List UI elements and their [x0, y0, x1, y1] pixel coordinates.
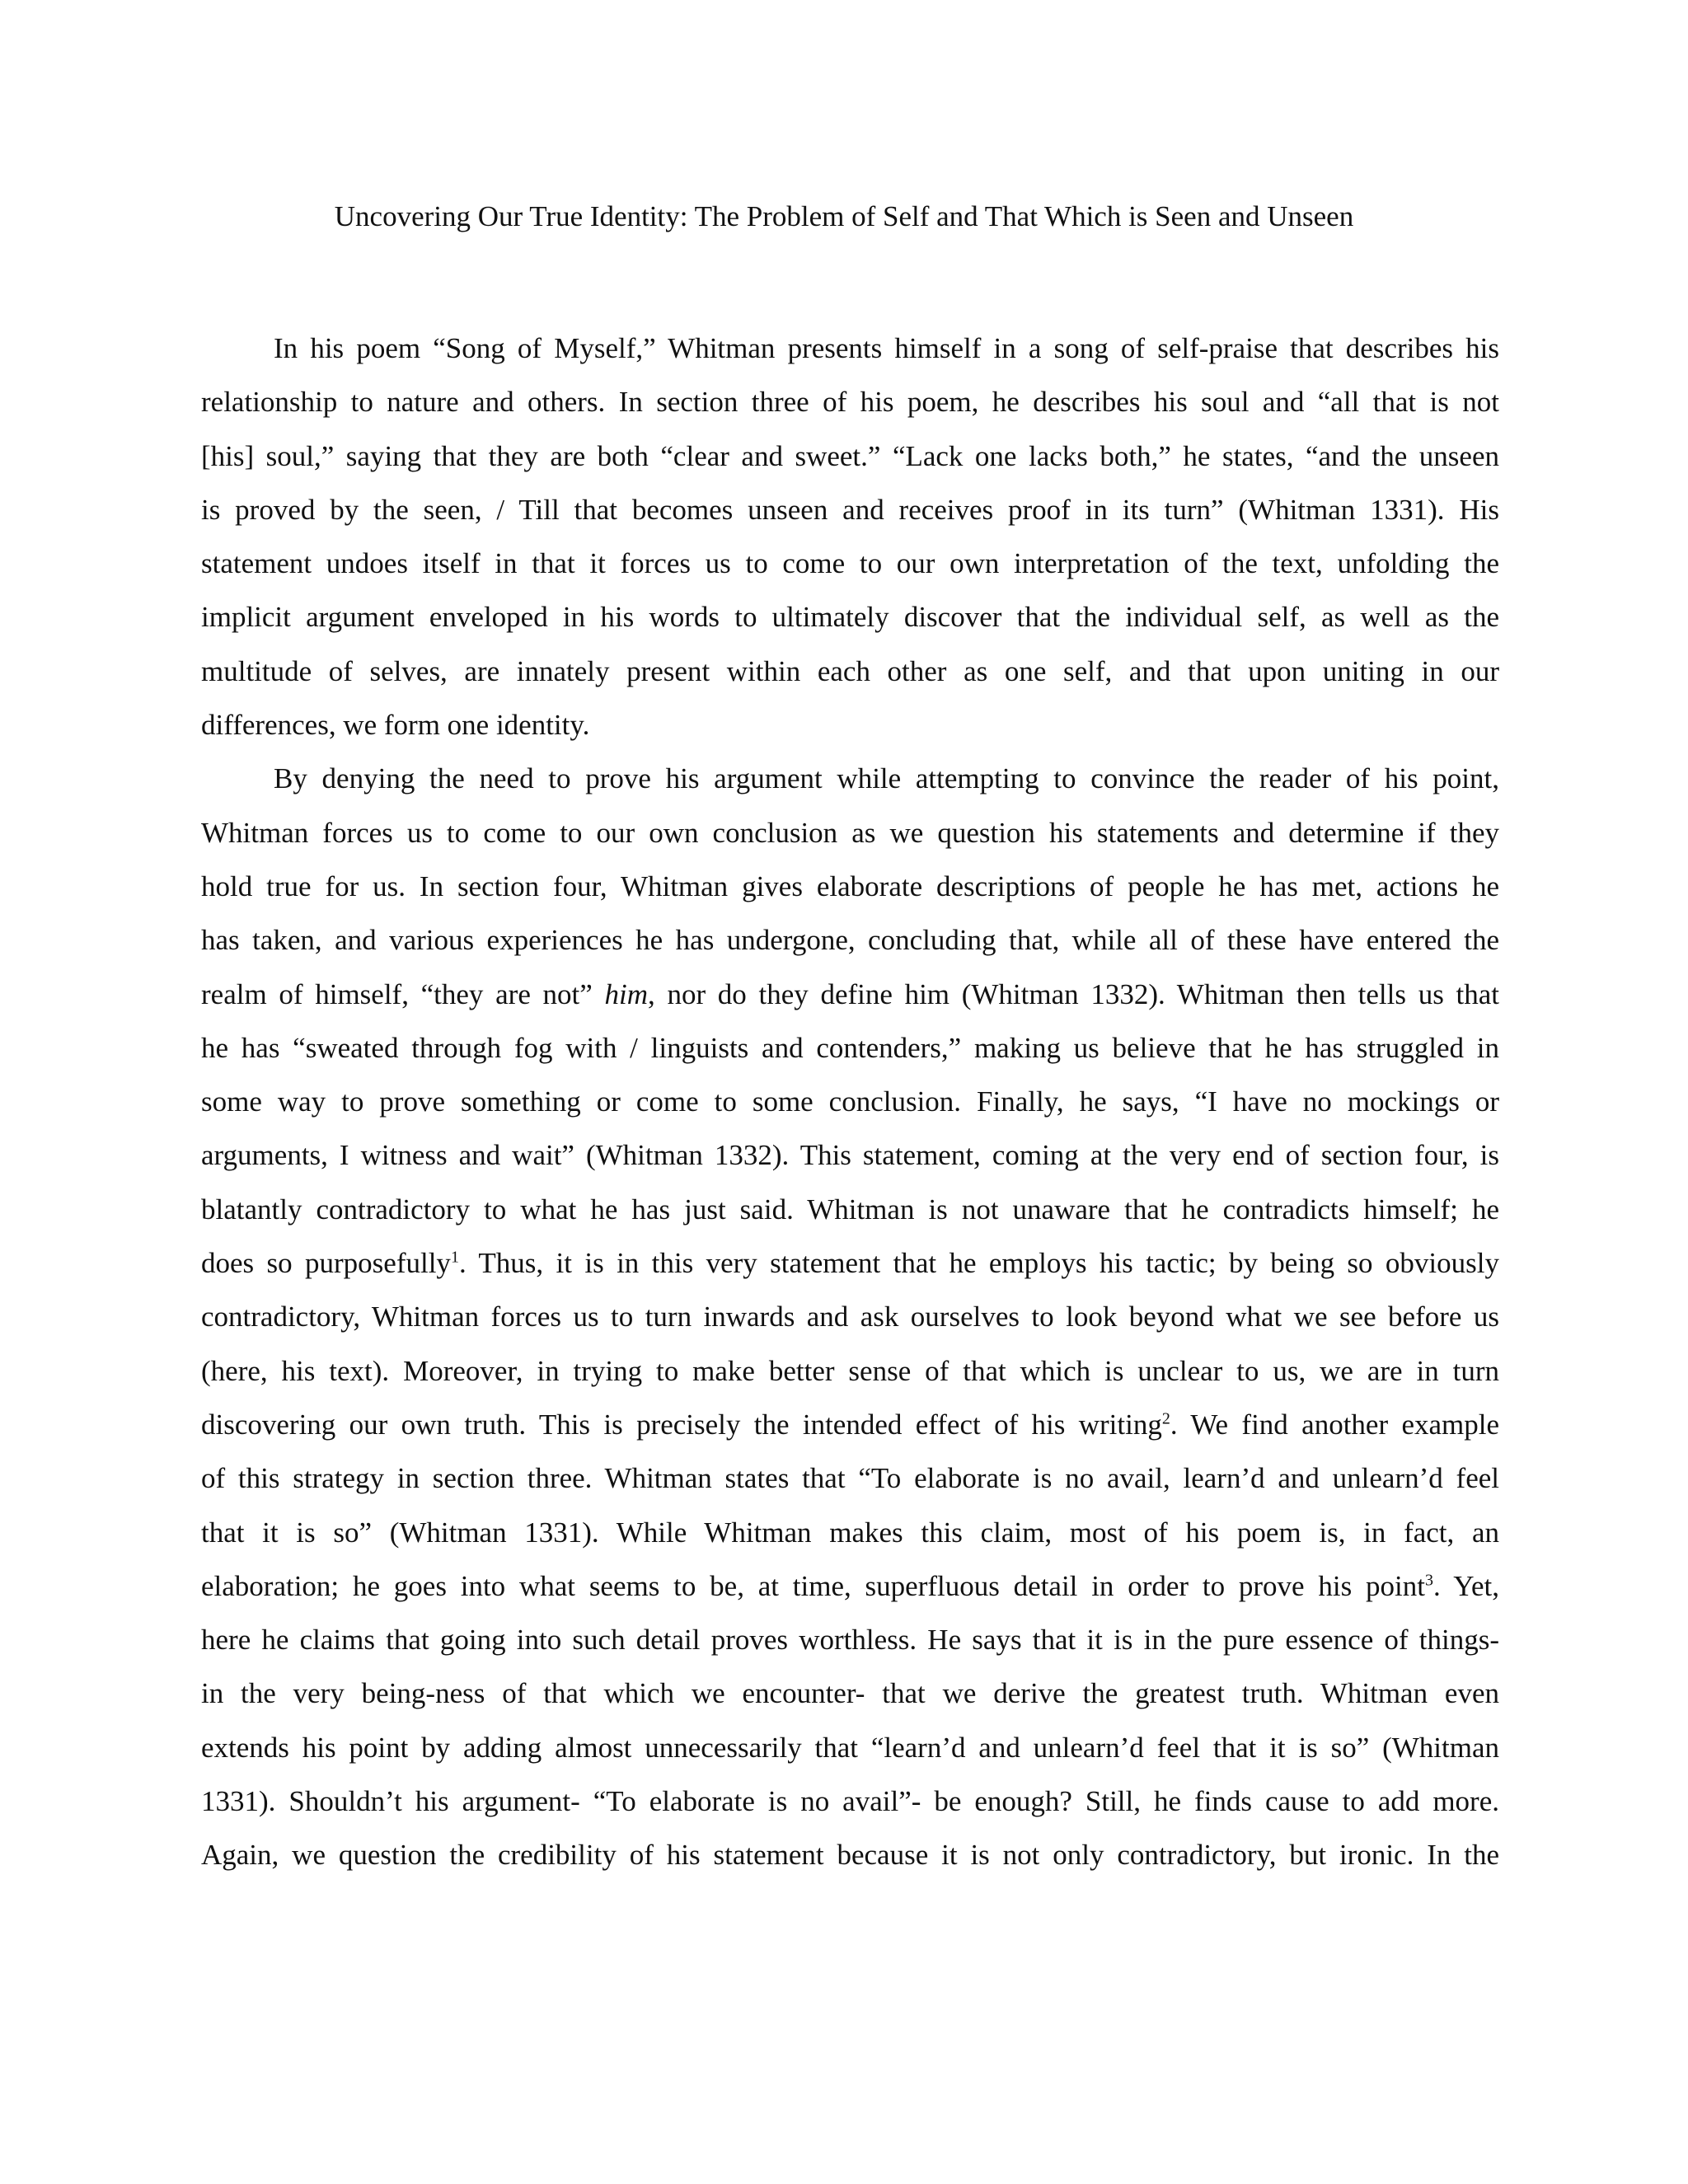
text-segment: , nor do they define him (Whitman 1332). Whitman then tells us that: [648, 977, 1499, 1010]
text-line: [his] soul,” saying that they are both “clear and sweet.” “Lack one lacks both,” he states, “and the unseen: [201, 439, 1499, 472]
text-line: statement undoes itself in that it forces us to come to our own interpretation of the text, unfolding the: [201, 547, 1499, 580]
text-line: differences, we form one identity.: [201, 709, 590, 742]
text-line: [201, 1398, 1499, 1451]
text-line: Whitman forces us to come to our own conclusion as we question his statements and determine if they: [201, 816, 1499, 849]
text-line: multitude of selves, are innately present within each other as one self, and that upon uniting in our: [201, 654, 1499, 687]
text-line: here he claims that going into such detail proves worthless. He says that it is in the pure essence of things-: [201, 1624, 1499, 1657]
text-line: blatantly contradictory to what he has just said. Whitman is not unaware that he contradicts himself; he: [201, 1193, 1499, 1226]
paragraph-2: [201, 752, 1499, 1882]
text-segment: . Yet,: [1432, 1569, 1499, 1602]
text-line: arguments, I witness and wait” (Whitman 1332). This statement, coming at the very end of section four, is: [201, 1139, 1499, 1172]
text-line: of this strategy in section three. Whitman states that “To elaborate is no avail, learn’d and unlearn’d feel: [201, 1462, 1499, 1495]
text-line: [201, 1236, 1499, 1290]
italic-emphasis: him: [604, 977, 648, 1010]
document-body: [201, 321, 1499, 1882]
text-line: By denying the need to prove his argument while attempting to convince the reader of his point,: [274, 762, 1499, 795]
footnote-marker: 1: [450, 1248, 459, 1267]
footnote-marker: 3: [1424, 1571, 1433, 1590]
text-line: (here, his text). Moreover, in trying to make better sense of that which is unclear to us, we are in turn: [201, 1354, 1499, 1387]
text-segment: . Thus, it is in this very statement that he employs his tactic; by being so obviously: [458, 1247, 1499, 1280]
text-segment: . We find another example: [1170, 1408, 1499, 1441]
text-line: [201, 1559, 1499, 1613]
paragraph-1: [201, 321, 1499, 752]
text-line: some way to prove something or come to some conclusion. Finally, he says, “I have no mockings or: [201, 1085, 1499, 1118]
text-line: In his poem “Song of Myself,” Whitman presents himself in a song of self-praise that describes his: [274, 332, 1499, 364]
text-line: 1331). Shouldn’t his argument- “To elaborate is no avail”- be enough? Still, he finds cause to add more.: [201, 1785, 1499, 1818]
document-title: Uncovering Our True Identity: The Problem of Self and That Which is Seen and Unseen: [334, 200, 1354, 232]
text-line: in the very being-ness of that which we encounter- that we derive the greatest truth. Whitman even: [201, 1677, 1499, 1710]
text-line: [201, 968, 1499, 1021]
text-segment: realm of himself, “they are not”: [201, 977, 605, 1010]
footnote-marker: 2: [1161, 1409, 1170, 1428]
text-segment: elaboration; he goes into what seems to be, at time, superfluous detail in order to prove his point: [201, 1569, 1425, 1602]
text-line: he has “sweated through fog with / linguists and contenders,” making us believe that he has struggled in: [201, 1031, 1499, 1064]
text-segment: does so purposefully: [201, 1247, 451, 1280]
text-line: implicit argument enveloped in his words to ultimately discover that the individual self, as well as the: [201, 601, 1499, 634]
text-line: relationship to nature and others. In section three of his poem, he describes his soul and “all that is not: [201, 386, 1499, 419]
text-line: Again, we question the credibility of his statement because it is not only contradictory, but ironic. In the: [201, 1839, 1499, 1872]
text-line: that it is so” (Whitman 1331). While Whitman makes this claim, most of his poem is, in fact, an: [201, 1516, 1499, 1549]
text-line: contradictory, Whitman forces us to turn inwards and ask ourselves to look beyond what we see before us: [201, 1301, 1499, 1333]
text-line: extends his point by adding almost unnecessarily that “learn’d and unlearn’d feel that it is so” (Whitman: [201, 1731, 1499, 1764]
text-line: has taken, and various experiences he has undergone, concluding that, while all of these have entered the: [201, 924, 1499, 957]
text-line: is proved by the seen, / Till that becomes unseen and receives proof in its turn” (Whitman 1331). His: [201, 493, 1499, 526]
text-segment: discovering our own truth. This is precisely the intended effect of his writing: [201, 1408, 1162, 1441]
text-line: hold true for us. In section four, Whitman gives elaborate descriptions of people he has met, actions he: [201, 869, 1499, 902]
